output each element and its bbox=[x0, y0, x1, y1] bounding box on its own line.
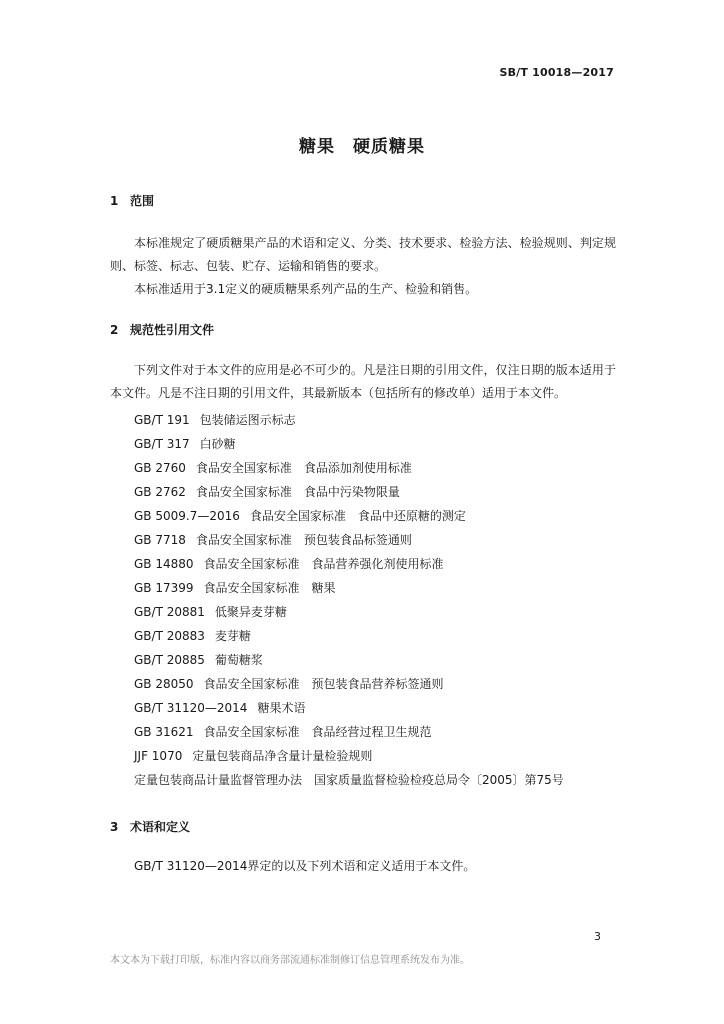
reference-title: 食品安全国家标准 食品中还原糖的测定 bbox=[249, 509, 466, 523]
reference-item bbox=[134, 745, 372, 768]
document-title: 糖果 硬质糖果 bbox=[299, 137, 425, 157]
section-title: 术语和定义 bbox=[130, 820, 191, 834]
reference-code: GB/T 20885 bbox=[134, 653, 205, 667]
reference-title: 糖果术语 bbox=[257, 701, 306, 715]
reference-code: GB/T 20883 bbox=[134, 629, 205, 643]
reference-code: GB 31621 bbox=[134, 725, 194, 739]
section-heading-scope bbox=[110, 192, 154, 209]
terms-paragraph: GB/T 31120—2014界定的以及下列术语和定义适用于本文件。 bbox=[134, 859, 476, 873]
reference-code: GB/T 20881 bbox=[134, 605, 205, 619]
reference-item bbox=[134, 721, 432, 744]
reference-item bbox=[134, 481, 400, 504]
reference-item bbox=[134, 457, 412, 480]
reference-title: 食品安全国家标准 食品营养强化剂使用标准 bbox=[203, 557, 444, 571]
reference-item bbox=[134, 673, 444, 696]
reference-item bbox=[134, 529, 412, 552]
reference-title: 定量包装商品净含量计量检验规则 bbox=[192, 749, 373, 763]
section-heading-normative bbox=[110, 321, 214, 338]
reference-title: 食品安全国家标准 预包装食品标签通则 bbox=[195, 533, 412, 547]
reference-code: GB/T 317 bbox=[134, 437, 190, 451]
reference-code: GB 17399 bbox=[134, 581, 194, 595]
reference-title: 食品安全国家标准 糖果 bbox=[203, 581, 336, 595]
section-number: 2 bbox=[110, 323, 119, 337]
page-number: 3 bbox=[594, 930, 601, 943]
section-title: 规范性引用文件 bbox=[130, 323, 215, 337]
reference-title: 食品安全国家标准 食品添加剂使用标准 bbox=[195, 461, 412, 475]
reference-item bbox=[134, 577, 336, 600]
reference-item bbox=[134, 697, 305, 720]
reference-code: GB 14880 bbox=[134, 557, 194, 571]
section-number: 1 bbox=[110, 194, 119, 208]
reference-item bbox=[134, 505, 466, 528]
reference-code: GB 28050 bbox=[134, 677, 194, 691]
scope-paragraph-1: 本标准规定了硬质糖果产品的术语和定义、分类、技术要求、检验方法、检验规则、判定规则、标签、标志、包装、贮存、运输和销售的要求。 bbox=[110, 236, 616, 273]
reference-title: 低聚异麦芽糖 bbox=[214, 605, 287, 619]
reference-item bbox=[134, 601, 287, 624]
reference-title: 包装储运图示标志 bbox=[199, 413, 296, 427]
reference-item bbox=[134, 625, 251, 648]
reference-code: GB 2760 bbox=[134, 461, 186, 475]
reference-code: GB/T 191 bbox=[134, 413, 190, 427]
reference-item-extra: 定量包装商品计量监督管理办法 国家质量监督检验检疫总局令〔2005〕第75号 bbox=[134, 773, 564, 787]
reference-code: GB 2762 bbox=[134, 485, 186, 499]
reference-item bbox=[134, 409, 296, 432]
reference-title: 食品安全国家标准 食品经营过程卫生规范 bbox=[203, 725, 432, 739]
reference-title: 白砂糖 bbox=[199, 437, 236, 451]
reference-code: JJF 1070 bbox=[134, 749, 183, 763]
reference-title: 食品安全国家标准 预包装食品营养标签通则 bbox=[203, 677, 444, 691]
normative-intro: 下列文件对于本文件的应用是必不可少的。凡是注日期的引用文件，仅注日期的版本适用于本文件。凡是不注日期的引用文件，其最新版本（包括所有的修改单）适用于本文件。 bbox=[110, 363, 616, 400]
reference-code: GB 7718 bbox=[134, 533, 186, 547]
reference-code: GB 5009.7—2016 bbox=[134, 509, 240, 523]
reference-title: 葡萄糖浆 bbox=[214, 653, 263, 667]
standard-code: SB/T 10018—2017 bbox=[499, 66, 614, 79]
reference-code: GB/T 31120—2014 bbox=[134, 701, 248, 715]
reference-item bbox=[134, 649, 263, 672]
reference-title: 麦芽糖 bbox=[214, 629, 251, 643]
section-title: 范围 bbox=[130, 194, 155, 208]
section-number: 3 bbox=[110, 820, 119, 834]
reference-item bbox=[134, 433, 236, 456]
scope-paragraph-2: 本标准适用于3.1定义的硬质糖果系列产品的生产、检验和销售。 bbox=[134, 282, 478, 296]
reference-title: 食品安全国家标准 食品中污染物限量 bbox=[195, 485, 400, 499]
footer-note: 本文本为下载打印版，标准内容以商务部流通标准制修订信息管理系统发布为准。 bbox=[110, 955, 470, 966]
reference-item bbox=[134, 553, 444, 576]
section-heading-terms bbox=[110, 818, 190, 835]
